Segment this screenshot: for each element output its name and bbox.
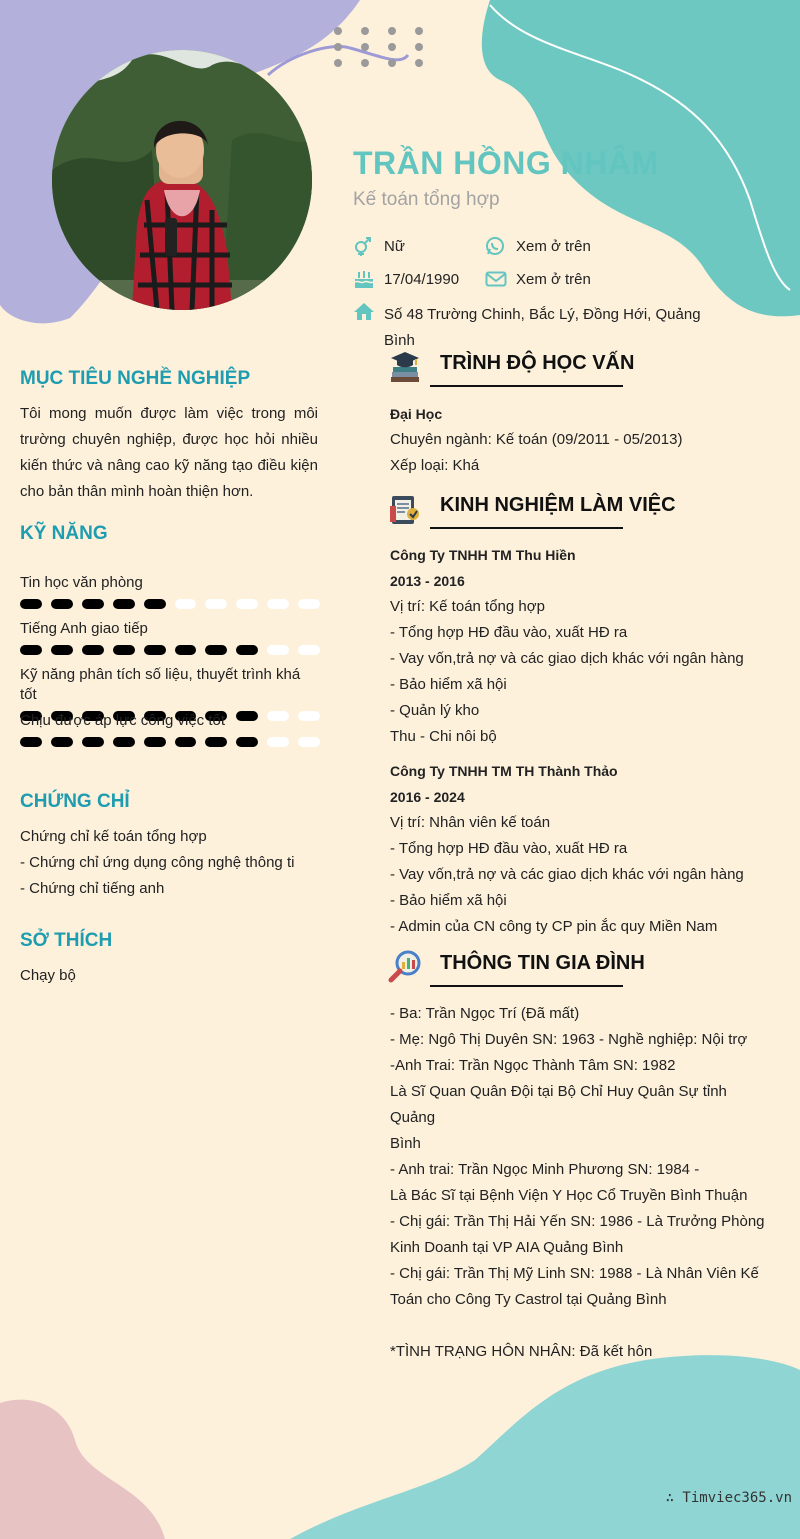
family-line	[390, 1313, 770, 1339]
skill-dot-filled	[144, 737, 166, 747]
certificates-list	[20, 824, 318, 902]
job-detail-line: - Bảo hiểm xã hội	[390, 892, 507, 909]
education-title: TRÌNH ĐỘ HỌC VẤN	[440, 352, 635, 374]
job-detail-line: Thu - Chi nôi bộ	[390, 728, 497, 745]
skill-dot-filled	[175, 645, 197, 655]
family-line: - Anh trai: Trần Ngọc Minh Phương SN: 1984 -	[390, 1161, 700, 1178]
education-header	[388, 350, 678, 390]
skill-label: Chịu được áp lực công việc tốt	[20, 712, 226, 729]
skill-dot-filled	[205, 737, 227, 747]
job-detail-line: - Tổng hợp HĐ đầu vào, xuất HĐ ra	[390, 624, 628, 641]
skill-dot-empty	[236, 599, 258, 609]
job-title: Kế toán tổng hợp	[353, 189, 500, 210]
skill-dot-filled	[144, 645, 166, 655]
job-detail-line: - Vay vốn,trả nợ và các giao dịch khác với ngân hàng	[390, 650, 744, 667]
dot-grid	[330, 24, 430, 70]
skill-dot-empty	[205, 599, 227, 609]
skill-level-bar	[20, 645, 320, 655]
family-line: - Chị gái: Trần Thị Mỹ Linh SN: 1988 - Là Nhân Viên Kế	[390, 1265, 759, 1282]
job-company: Công Ty TNHH TM TH Thành Thảo	[390, 763, 618, 779]
job-detail-line: Vị trí: Kế toán tổng hợp	[390, 598, 545, 615]
job-period: 2016 - 2024	[390, 789, 465, 805]
family-title: THÔNG TIN GIA ĐÌNH	[440, 952, 645, 974]
family-line: Là Sĩ Quan Quân Đội tại Bộ Chỉ Huy Quân Sự tỉnh Quảng	[390, 1083, 727, 1126]
birthday-text: 17/04/1990	[384, 271, 460, 288]
skill-dot-filled	[175, 737, 197, 747]
certificate-item: - Chứng chỉ ứng dụng công nghệ thông ti	[20, 854, 295, 871]
watermark: ∴ Timviec365.vn	[665, 1490, 792, 1506]
job-detail-line: - Tổng hợp HĐ đầu vào, xuất HĐ ra	[390, 840, 628, 857]
family-header	[388, 950, 678, 990]
hobbies-title: SỞ THÍCH	[20, 930, 113, 951]
skill-dot-filled	[20, 645, 42, 655]
skill-dot-empty	[267, 645, 289, 655]
skill-dot-filled	[20, 737, 42, 747]
cake-icon	[353, 269, 375, 289]
skill-label: Tiếng Anh giao tiếp	[20, 620, 148, 637]
job-detail-line: Vị trí: Nhân viên kế toán	[390, 814, 551, 831]
job-detail-line: - Bảo hiểm xã hội	[390, 676, 507, 693]
family-line: -Anh Trai: Trần Ngọc Thành Tâm SN: 1982	[390, 1057, 676, 1074]
skill-dot-empty	[267, 599, 289, 609]
family-line: - Chị gái: Trần Thị Hải Yến SN: 1986 - Là Trưởng Phòng	[390, 1213, 765, 1230]
skill-dot-filled	[82, 645, 104, 655]
address-line-1: Số 48 Trường Chinh, Bắc Lý, Đồng Hới, Quảng	[384, 306, 701, 323]
family-line: Kinh Doanh tại VP AIA Quảng Bình	[390, 1239, 624, 1256]
skill-dot-filled	[82, 599, 104, 609]
skill-label: Kỹ năng phân tích số liệu, thuyết trình khá tốt	[20, 666, 301, 703]
skill-dot-filled	[205, 645, 227, 655]
education-grade: Xếp loại: Khá	[390, 457, 480, 474]
skill-dot-empty	[267, 737, 289, 747]
job-detail-line: - Admin của CN công ty CP pin ắc quy Miền Nam	[390, 918, 718, 935]
skill-dot-filled	[144, 599, 166, 609]
job-entry	[390, 758, 770, 940]
skill-item	[20, 711, 320, 747]
experience-title: KINH NGHIỆM LÀM VIỆC	[440, 494, 676, 516]
home-icon	[353, 302, 375, 322]
objective-title: MỤC TIÊU NGHỀ NGHIỆP	[20, 368, 251, 389]
skill-dot-filled	[113, 737, 135, 747]
education-body	[390, 401, 770, 479]
address-text	[384, 302, 704, 354]
address-line-2: Bình	[384, 332, 415, 349]
skill-dot-filled	[51, 599, 73, 609]
experience-body	[390, 542, 770, 940]
skill-level-bar	[20, 737, 320, 747]
hobbies-text: Chạy bộ	[20, 967, 76, 984]
education-underline	[430, 385, 623, 387]
profile-photo	[52, 50, 312, 310]
family-line: - Mẹ: Ngô Thị Duyên SN: 1963 - Nghề nghiệp: Nội trợ	[390, 1031, 748, 1048]
email-text: Xem ở trên	[516, 271, 591, 288]
skill-dot-filled	[51, 645, 73, 655]
job-entry	[390, 542, 770, 750]
skill-level-bar	[20, 599, 320, 609]
job-detail-line: - Vay vốn,trả nợ và các giao dịch khác với ngân hàng	[390, 866, 744, 883]
skill-dot-empty	[298, 599, 320, 609]
skill-dot-empty	[298, 645, 320, 655]
education-level: Đại Học	[390, 406, 443, 422]
certificate-item: Chứng chỉ kế toán tổng hợp	[20, 828, 207, 845]
family-line: *TÌNH TRẠNG HÔN NHÂN: Đã kết hôn	[390, 1343, 653, 1360]
envelope-icon	[485, 269, 507, 289]
family-body	[390, 1001, 770, 1365]
skill-item	[20, 573, 320, 609]
skill-label: Tin học văn phòng	[20, 574, 143, 591]
family-line: - Ba: Trần Ngọc Trí (Đã mất)	[390, 1005, 580, 1022]
report-clipboard-icon	[388, 492, 422, 526]
skill-item	[20, 619, 320, 655]
job-period: 2013 - 2016	[390, 573, 465, 589]
teal-blob-bottom	[260, 1350, 800, 1539]
phone-text: Xem ở trên	[516, 238, 591, 255]
whatsapp-icon	[485, 236, 507, 256]
job-detail-line: - Quản lý kho	[390, 702, 480, 719]
skill-dot-filled	[113, 599, 135, 609]
gender-text: Nữ	[384, 238, 405, 255]
pink-blob	[0, 1395, 170, 1539]
experience-header	[388, 492, 678, 532]
graduation-books-icon	[388, 350, 422, 384]
magnifier-chart-icon	[388, 950, 422, 984]
skill-dot-empty	[298, 737, 320, 747]
skills-title: KỸ NĂNG	[20, 523, 108, 544]
experience-underline	[430, 527, 623, 529]
certificate-item: - Chứng chỉ tiếng anh	[20, 880, 165, 897]
family-line: Là Bác Sĩ tại Bệnh Viện Y Học Cổ Truyền Bình Thuận	[390, 1187, 748, 1204]
objective-text: Tôi mong muốn được làm việc trong môi trường chuyên nghiệp, được học hỏi nhiều kiến thức và nâng cao kỹ năng tạo điều kiện cho bản thân mình hoàn thiện hơn.	[20, 405, 318, 500]
job-company: Công Ty TNHH TM Thu Hiền	[390, 547, 576, 563]
family-line: Bình	[390, 1135, 421, 1152]
skill-dot-filled	[20, 599, 42, 609]
education-major: Chuyên ngành: Kế toán (09/2011 - 05/2013)	[390, 431, 683, 448]
skill-dot-empty	[175, 599, 197, 609]
family-line: Toán cho Công Ty Castrol tại Quảng Bình	[390, 1291, 667, 1308]
skill-dot-filled	[51, 737, 73, 747]
skill-dot-filled	[113, 645, 135, 655]
skill-dot-filled	[82, 737, 104, 747]
gender-icon	[353, 236, 375, 256]
skill-dot-filled	[236, 645, 258, 655]
family-underline	[430, 985, 623, 987]
skill-dot-filled	[236, 737, 258, 747]
candidate-name: TRẦN HỒNG NHÂM	[353, 145, 659, 181]
certificates-title: CHỨNG CHỈ	[20, 791, 130, 812]
